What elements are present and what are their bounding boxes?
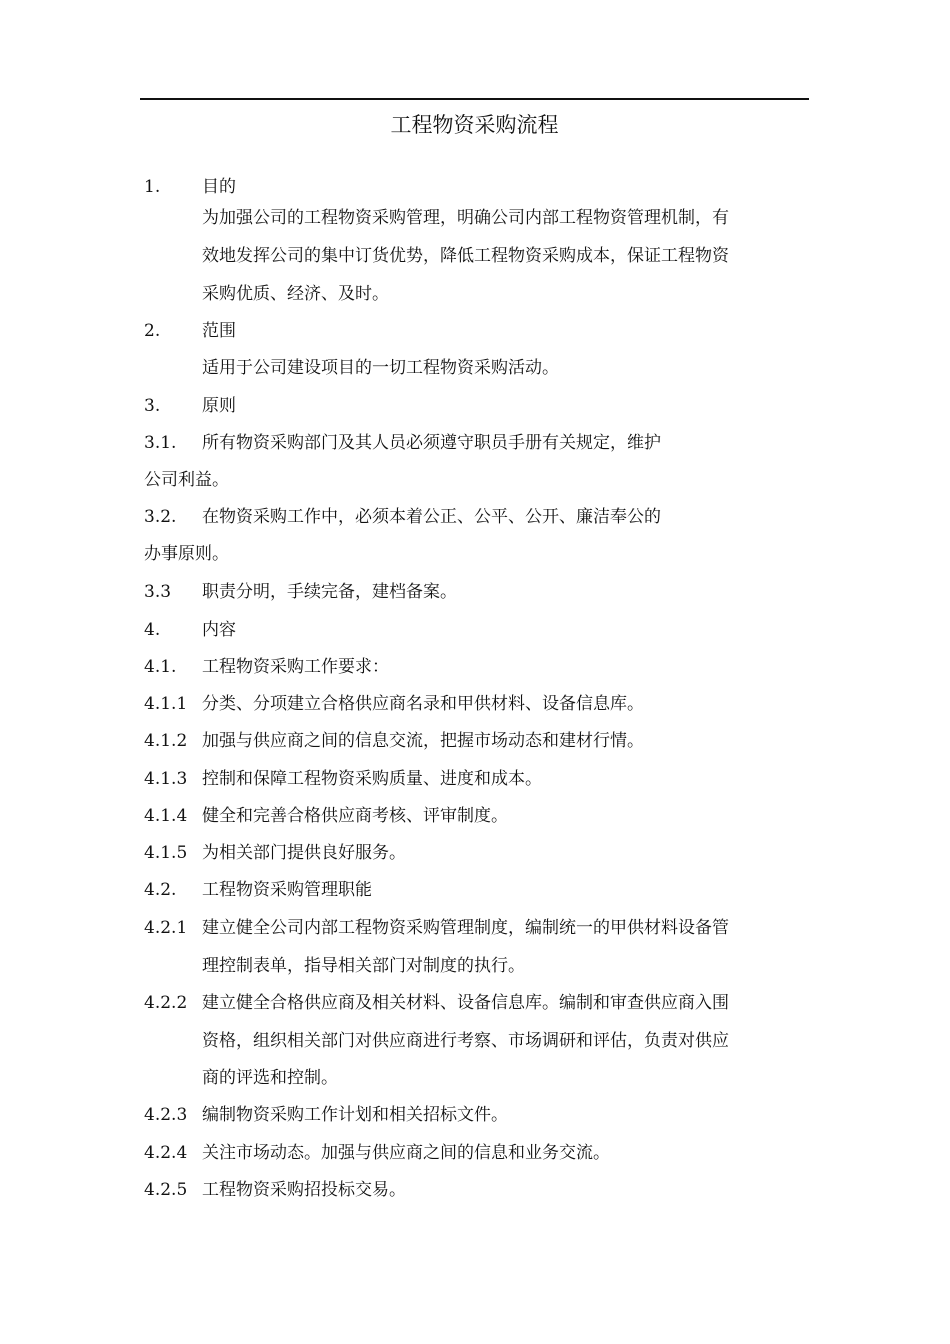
section-number: 3. xyxy=(144,396,161,416)
clause-continuation: 资格，组织相关部门对供应商进行考察、市场调研和评估，负责对供应 xyxy=(202,1031,729,1051)
body-line: 效地发挥公司的集中订货优势，降低工程物资采购成本，保证工程物资 xyxy=(202,246,729,266)
clause-continuation: 商的评选和控制。 xyxy=(202,1068,338,1088)
clause-number: 4.1. xyxy=(144,657,177,677)
clause-number: 4.2.1 xyxy=(144,918,188,938)
clause-number: 4.2. xyxy=(144,880,177,900)
section-heading: 内容 xyxy=(202,620,236,640)
clause-text: 建立健全公司内部工程物资采购管理制度，编制统一的甲供材料设备管 xyxy=(202,918,729,938)
clause-number: 4.2.4 xyxy=(144,1143,188,1163)
section-number: 4. xyxy=(144,620,161,640)
clause-text: 工程物资采购工作要求： xyxy=(202,657,389,677)
clause-number: 4.1.1 xyxy=(144,694,188,714)
clause-number: 3.2. xyxy=(144,507,177,527)
clause-text: 健全和完善合格供应商考核、评审制度。 xyxy=(202,806,508,826)
clause-text: 编制物资采购工作计划和相关招标文件。 xyxy=(202,1105,508,1125)
clause-number: 4.2.3 xyxy=(144,1105,188,1125)
clause-text-wrap: 办事原则。 xyxy=(144,544,229,564)
clause-text: 工程物资采购管理职能 xyxy=(202,880,372,900)
clause-number: 4.2.2 xyxy=(144,993,188,1013)
clause-text: 为相关部门提供良好服务。 xyxy=(202,843,406,863)
clause-number: 3.3 xyxy=(144,582,172,602)
clause-text: 职责分明，手续完备，建档备案。 xyxy=(202,582,457,602)
header-rule xyxy=(140,98,809,100)
section-heading: 目的 xyxy=(202,177,236,197)
clause-number: 4.1.3 xyxy=(144,769,188,789)
section-heading: 范围 xyxy=(202,321,236,341)
clause-text: 工程物资采购招投标交易。 xyxy=(202,1180,406,1200)
clause-text: 分类、分项建立合格供应商名录和甲供材料、设备信息库。 xyxy=(202,694,644,714)
clause-number: 4.1.4 xyxy=(144,806,188,826)
clause-text: 所有物资采购部门及其人员必须遵守职员手册有关规定，维护 xyxy=(202,433,661,453)
clause-text-wrap: 公司利益。 xyxy=(144,470,229,490)
clause-text: 关注市场动态。加强与供应商之间的信息和业务交流。 xyxy=(202,1143,610,1163)
clause-text: 加强与供应商之间的信息交流，把握市场动态和建材行情。 xyxy=(202,731,644,751)
section-heading: 原则 xyxy=(202,396,236,416)
document-title: 工程物资采购流程 xyxy=(390,113,559,137)
clause-text: 在物资采购工作中，必须本着公正、公平、公开、廉洁奉公的 xyxy=(202,507,661,527)
body-line: 采购优质、经济、及时。 xyxy=(202,284,389,304)
section-number: 2. xyxy=(144,321,161,341)
clause-text: 建立健全合格供应商及相关材料、设备信息库。编制和审查供应商入围 xyxy=(202,993,729,1013)
clause-number: 4.1.2 xyxy=(144,731,188,751)
section-number: 1. xyxy=(144,177,161,197)
clause-number: 3.1. xyxy=(144,433,177,453)
clause-number: 4.1.5 xyxy=(144,843,188,863)
clause-continuation: 理控制表单，指导相关部门对制度的执行。 xyxy=(202,956,525,976)
clause-text: 控制和保障工程物资采购质量、进度和成本。 xyxy=(202,769,542,789)
clause-number: 4.2.5 xyxy=(144,1180,188,1200)
body-line: 为加强公司的工程物资采购管理，明确公司内部工程物资管理机制，有 xyxy=(202,208,729,228)
body-line: 适用于公司建设项目的一切工程物资采购活动。 xyxy=(202,358,559,378)
